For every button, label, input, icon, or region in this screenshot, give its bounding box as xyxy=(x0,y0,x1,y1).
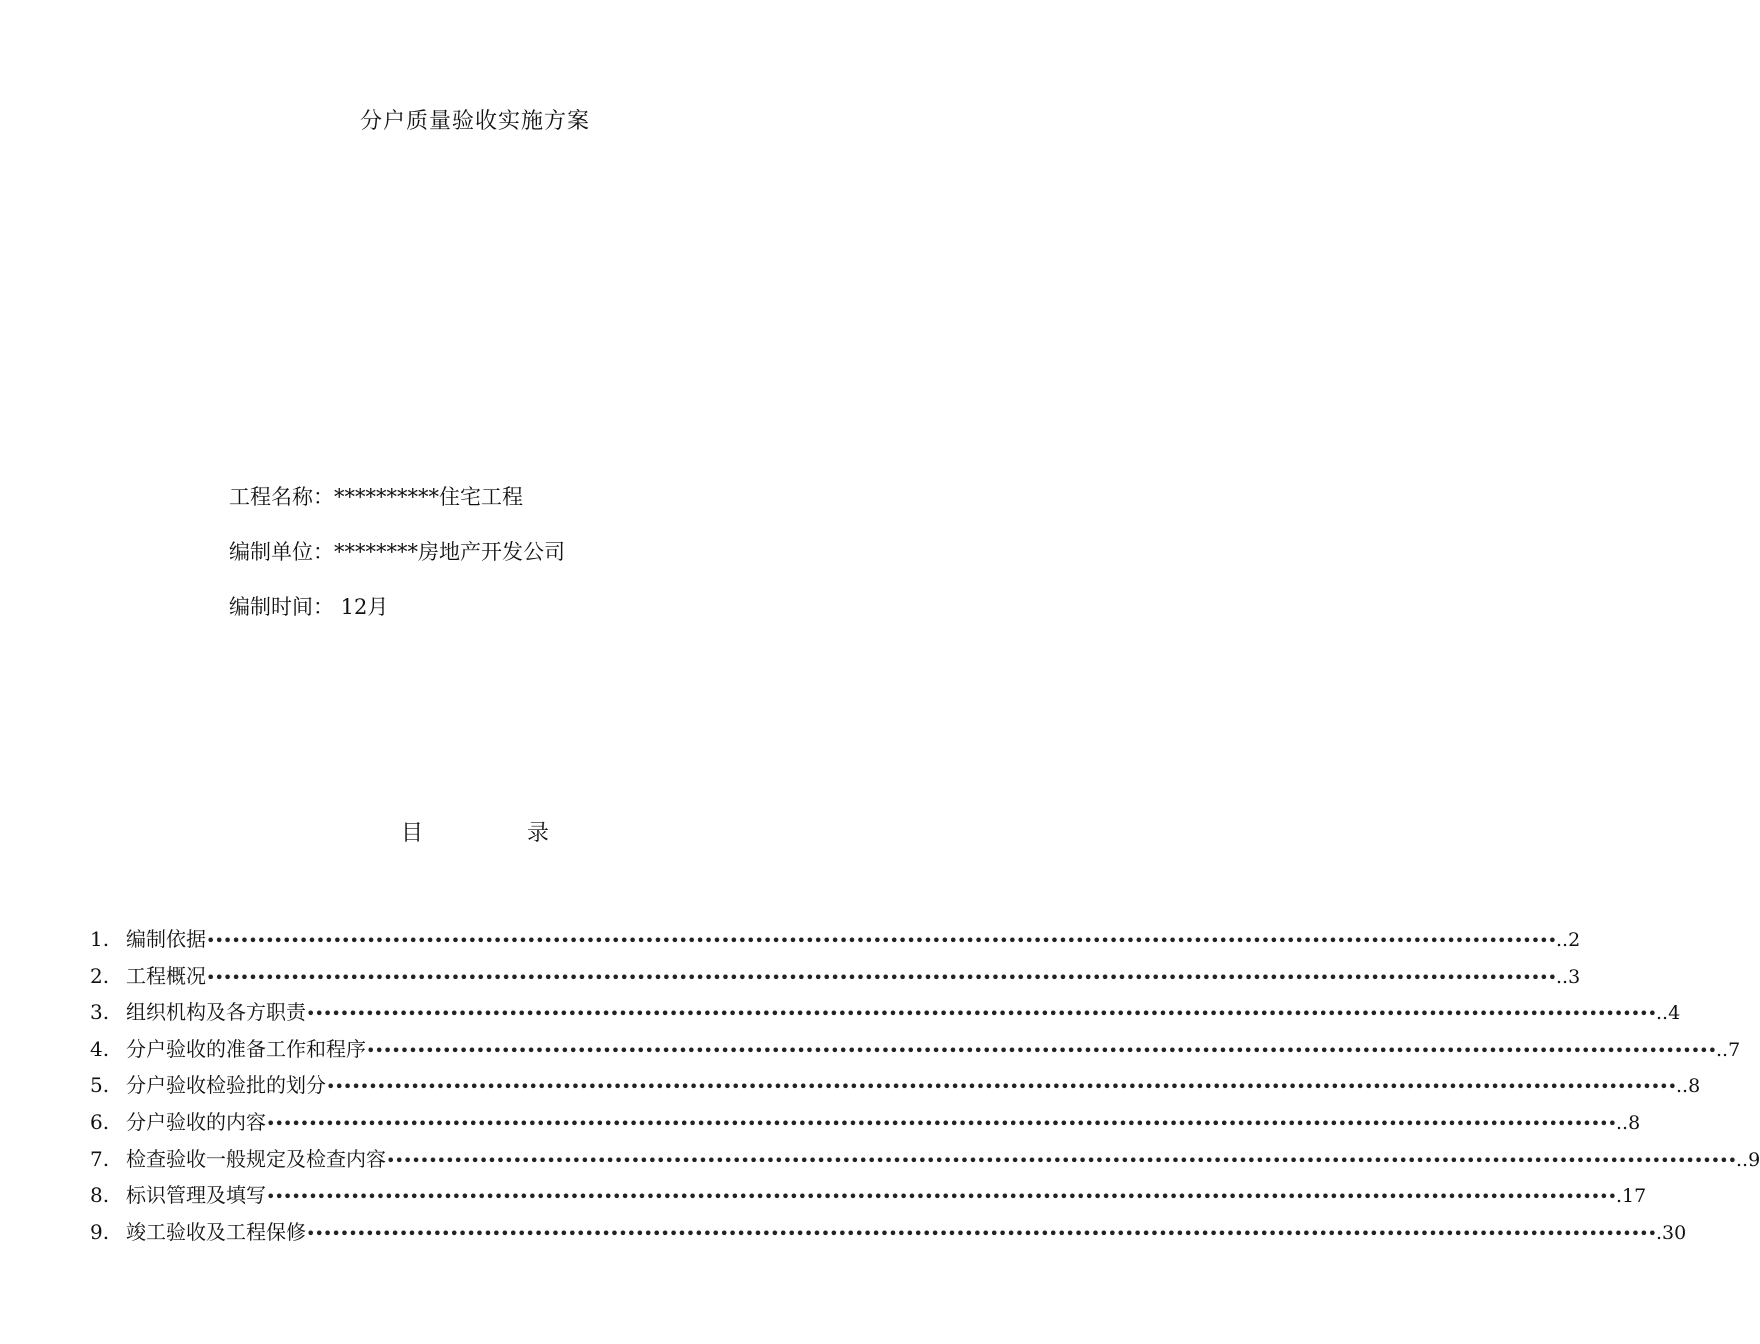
toc-entry-number: 8. xyxy=(90,1183,110,1208)
project-info xyxy=(229,482,565,647)
toc-entry-title: 标识管理及填写 xyxy=(126,1183,266,1208)
info-label: 编制单位： xyxy=(229,540,334,564)
toc-entry[interactable] xyxy=(90,1070,1701,1107)
toc-entry-title: 分户验收的内容 xyxy=(126,1109,266,1134)
toc-leader-dots: •••••••••••••••••••••••••••••••••••••••••••••••••••••••••••••••••••••••••••••••••••••••••••••••••••••••••••••••••••••••••••••••••••••••••••••••••••••••••••••••• xyxy=(326,1077,1676,1097)
toc-entry[interactable] xyxy=(90,1107,1641,1144)
toc-entry-number: 9. xyxy=(90,1219,110,1244)
toc-entry-number: 4. xyxy=(90,1036,110,1061)
toc-entry-page: ..8 xyxy=(1676,1075,1701,1098)
toc-leader-dots: •••••••••••••••••••••••••••••••••••••••••••••••••••••••••••••••••••••••••••••••••••••••••••••••••••••••••••••••••••••••••••••••••••••••••••••••••••••••••••••••• xyxy=(206,931,1556,950)
info-value: **********住宅工程 xyxy=(334,485,523,509)
info-row-date xyxy=(229,592,565,647)
toc-entry-page: ..8 xyxy=(1616,1111,1641,1134)
toc-entry[interactable] xyxy=(90,924,1581,961)
toc-entry-title: 竣工验收及工程保修 xyxy=(126,1219,306,1244)
table-of-contents xyxy=(90,924,1760,1253)
toc-entry-page: .17 xyxy=(1616,1185,1647,1208)
toc-leader-dots: •••••••••••••••••••••••••••••••••••••••••••••••••••••••••••••••••••••••••••••••••••••••••••••••••••••••••••••••••••••••••••••••••••••••••••••••••••••••••••••••• xyxy=(386,1150,1736,1170)
toc-entry[interactable] xyxy=(90,1144,1760,1181)
toc-entry-page: .30 xyxy=(1656,1221,1687,1244)
toc-entry-title: 检查验收一般规定及检查内容 xyxy=(126,1146,386,1171)
info-row-compiler xyxy=(229,537,565,592)
document-title: 分户质量验收实施方案 xyxy=(359,109,590,134)
toc-heading-left: 目 xyxy=(400,821,423,846)
toc-leader-dots: •••••••••••••••••••••••••••••••••••••••••••••••••••••••••••••••••••••••••••••••••••••••••••••••••••••••••••••••••••••••••••••••••••••••••••••••••••••••••••••••• xyxy=(206,967,1556,987)
toc-entry[interactable] xyxy=(90,961,1581,998)
info-label: 工程名称： xyxy=(229,485,334,509)
toc-entry-title: 组织机构及各方职责 xyxy=(126,1000,306,1025)
toc-heading xyxy=(0,816,950,847)
toc-entry-page: ..2 xyxy=(1556,929,1581,951)
toc-entry[interactable] xyxy=(90,1217,1687,1254)
toc-leader-dots: •••••••••••••••••••••••••••••••••••••••••••••••••••••••••••••••••••••••••••••••••••••••••••••••••••••••••••••••••••••••••••••••••••••••••••••••••••••••••••••••• xyxy=(266,1187,1616,1207)
toc-leader-dots: •••••••••••••••••••••••••••••••••••••••••••••••••••••••••••••••••••••••••••••••••••••••••••••••••••••••••••••••••••••••••••••••••••••••••••••••••••••••••••••••• xyxy=(266,1113,1616,1133)
toc-entry-title: 工程概况 xyxy=(126,963,206,988)
toc-entry[interactable] xyxy=(90,1034,1741,1071)
toc-heading-right: 录 xyxy=(527,821,550,846)
toc-entry-page: ..3 xyxy=(1556,965,1581,988)
toc-entry-number: 7. xyxy=(90,1146,110,1171)
toc-entry-number: 5. xyxy=(90,1073,110,1098)
info-value: 12月 xyxy=(334,595,389,619)
toc-entry-title: 编制依据 xyxy=(126,927,206,951)
info-label: 编制时间： xyxy=(229,595,334,619)
toc-entry[interactable] xyxy=(90,997,1681,1034)
toc-entry-title: 分户验收检验批的划分 xyxy=(126,1073,326,1098)
toc-entry-page: ..4 xyxy=(1656,1002,1681,1025)
toc-leader-dots: •••••••••••••••••••••••••••••••••••••••••••••••••••••••••••••••••••••••••••••••••••••••••••••••••••••••••••••••••••••••••••••••••••••••••••••••••••••••••••••••• xyxy=(306,1004,1656,1024)
toc-entry-page: ..9 xyxy=(1736,1148,1760,1171)
toc-entry-number: 6. xyxy=(90,1109,110,1134)
toc-entry[interactable] xyxy=(90,1180,1647,1217)
toc-leader-dots: •••••••••••••••••••••••••••••••••••••••••••••••••••••••••••••••••••••••••••••••••••••••••••••••••••••••••••••••••••••••••••••••••••••••••••••••••••••••••••••••• xyxy=(366,1040,1716,1060)
info-value: ********房地产开发公司 xyxy=(334,540,565,564)
toc-entry-number: 2. xyxy=(90,963,110,988)
toc-entry-number: 1. xyxy=(90,927,110,951)
toc-leader-dots: •••••••••••••••••••••••••••••••••••••••••••••••••••••••••••••••••••••••••••••••••••••••••••••••••••••••••••••••••••••••••••••••••••••••••••••••••••••••••••••••• xyxy=(306,1223,1656,1243)
toc-entry-number: 3. xyxy=(90,1000,110,1025)
info-row-project-name xyxy=(229,482,565,537)
toc-entry-page: ..7 xyxy=(1716,1038,1741,1061)
toc-entry-title: 分户验收的准备工作和程序 xyxy=(126,1036,366,1061)
